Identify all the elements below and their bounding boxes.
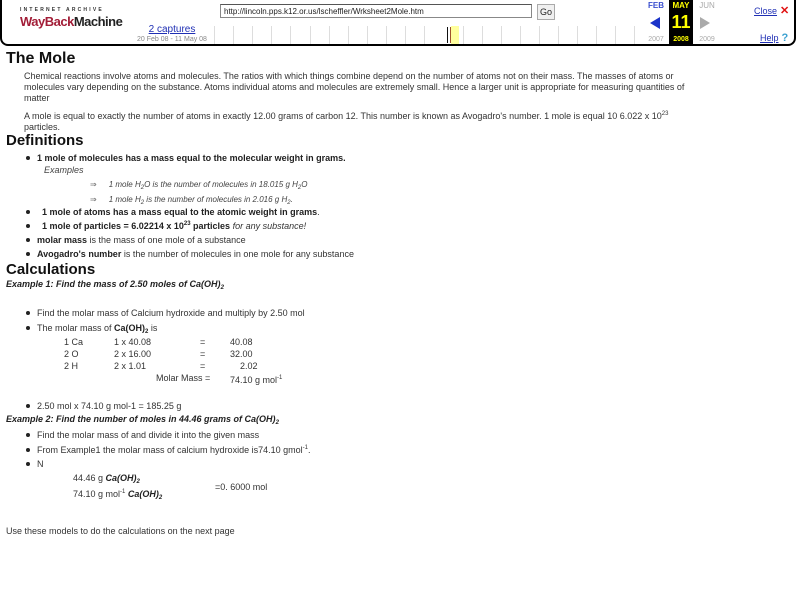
table-cell-calc: 2 x 1.01: [114, 361, 147, 371]
text-line: particles.: [24, 122, 61, 132]
text: Find the molar mass of and divide it into the given mass: [37, 430, 260, 440]
bullet-icon: [26, 462, 30, 466]
superscript: -1: [277, 375, 283, 381]
molar-mass-label: Molar Mass =: [156, 373, 211, 383]
sparkline-capture-bar[interactable]: [447, 27, 448, 43]
table-cell-eq: =: [200, 337, 206, 347]
fraction-numerator: [73, 473, 140, 485]
subscript: 2: [275, 420, 279, 426]
text: O: [301, 180, 308, 189]
prev-month: FEB: [648, 1, 664, 10]
text: 1 mole H: [108, 180, 141, 189]
next-month: JUN: [699, 1, 715, 10]
example-2-title: [6, 414, 279, 426]
table-cell-element: 2 H: [64, 361, 79, 371]
text: 74.10 g mol: [230, 375, 278, 385]
captures-range: 20 Feb 08 - 11 May 08: [137, 36, 207, 43]
next-capture[interactable]: [695, 0, 719, 44]
intro-paragraph-1: [24, 71, 794, 104]
text-line: molecules vary depending on the substance. Atoms individual atoms and molecules are extremely small. Hence a larger unit is appropriate for measuring quantities of: [24, 82, 685, 92]
text: .: [307, 445, 311, 455]
page-title: The Mole: [6, 50, 76, 67]
sparkline-tick: [501, 26, 502, 44]
prev-capture[interactable]: [644, 0, 668, 44]
term: Avogadro's number: [37, 249, 122, 259]
formula: Ca(OH): [114, 323, 146, 333]
example-row: [90, 180, 308, 191]
sparkline-tick: [310, 26, 311, 44]
fraction-denominator: [73, 489, 162, 501]
closing-note: Use these models to do the calculations on the next page: [6, 526, 235, 536]
calc-item: [26, 430, 259, 440]
sparkline-tick: [615, 26, 616, 44]
sparkline-tick: [233, 26, 234, 44]
molar-mass-value: [230, 375, 282, 385]
captures-info: [130, 24, 214, 43]
bullet-icon: [26, 238, 30, 242]
text: Find the molar mass of Calcium hydroxide and multiply by 2.50 mol: [37, 308, 305, 318]
sparkline-current-highlight: [451, 26, 459, 44]
text: 44.46 g: [73, 473, 106, 483]
text: Example 2: Find the number of moles in 44.46 grams of Ca(OH): [6, 414, 276, 424]
definition-item: [26, 249, 354, 259]
calculations-heading: Calculations: [6, 261, 96, 278]
superscript: -1: [302, 445, 308, 451]
text: O is the number of molecules in 18.015 g H: [144, 180, 298, 189]
examples-label: Examples: [44, 165, 84, 175]
table-cell-value: 40.08: [230, 337, 253, 347]
table-cell-calc: 1 x 40.08: [114, 337, 152, 347]
close-link[interactable]: Close: [754, 6, 778, 16]
table-cell-calc: 2 x 16.00: [114, 349, 152, 359]
bullet-icon: [26, 311, 30, 315]
superscript: 23: [183, 221, 191, 227]
definition-item: [26, 221, 306, 231]
subscript: 2: [140, 185, 145, 191]
wayback-logo[interactable]: [20, 7, 123, 29]
logo-internet-archive-text: INTERNET ARCHIVE: [20, 7, 104, 13]
sparkline-tick: [405, 26, 406, 44]
table-cell-element: 2 O: [64, 349, 79, 359]
sparkline-tick: [271, 26, 272, 44]
sparkline-tick: [367, 26, 368, 44]
sparkline-tick: [424, 26, 425, 44]
bullet-icon: [26, 224, 30, 228]
current-year: 2008: [673, 36, 689, 43]
sparkline-tick: [386, 26, 387, 44]
calc-item: [26, 323, 157, 335]
url-input[interactable]: [220, 4, 532, 18]
example-1-title: [6, 279, 224, 291]
text: Example 1: Find the mass of 2.50 moles of Ca(OH): [6, 279, 221, 289]
subscript: 2: [145, 329, 149, 335]
sparkline-tick: [558, 26, 559, 44]
definition-text: is the mass of one mole of a substance: [87, 235, 246, 245]
sparkline-tick: [214, 26, 215, 44]
help-link[interactable]: Help: [760, 33, 779, 43]
fraction-result: =0. 6000 mol: [215, 482, 268, 492]
current-capture: [669, 0, 693, 44]
text: The molar mass of: [37, 323, 115, 333]
text: 2.50 mol x 74.10 g mol-1 = 185.25 g: [37, 401, 182, 411]
text-line: matter: [24, 93, 50, 103]
bullet-icon: [26, 156, 30, 160]
bullet-icon: [26, 252, 30, 256]
sparkline-tick: [634, 26, 635, 44]
sparkline-tick: [348, 26, 349, 44]
formula: Ca(OH): [125, 489, 159, 499]
subscript: 2: [158, 495, 163, 501]
definition-text: 1 mole of molecules has a mass equal to the molecular weight in grams.: [37, 153, 346, 163]
help-icon[interactable]: ?: [781, 32, 789, 44]
sparkline-capture-bar[interactable]: [450, 27, 451, 43]
definitions-heading: Definitions: [6, 132, 84, 149]
next-arrow-icon[interactable]: [700, 17, 710, 29]
subscript: 2: [287, 200, 291, 206]
definition-text: 1 mole of atoms has a mass equal to the atomic weight in grams: [42, 207, 318, 217]
text: .: [290, 195, 293, 204]
sparkline-tick: [252, 26, 253, 44]
sparkline-tick: [329, 26, 330, 44]
text: is the number of molecules in 2.016 g H: [144, 195, 288, 204]
text: 1 mole H: [108, 195, 141, 204]
definition-item: [26, 153, 346, 163]
sparkline-tick: [596, 26, 597, 44]
bullet-icon: [26, 326, 30, 330]
subscript: 2: [220, 285, 224, 291]
wayback-toolbar: [0, 0, 796, 46]
definition-text: is the number of molecules in one mole for any substance: [121, 249, 354, 259]
definition-item: [26, 207, 320, 217]
sparkline-tick: [482, 26, 483, 44]
table-cell-value: 2.02: [240, 361, 258, 371]
help[interactable]: [760, 32, 788, 44]
calc-item: [26, 445, 310, 455]
example-row: [90, 195, 293, 206]
date-navigator: [642, 0, 722, 46]
capture-sparkline[interactable]: [214, 26, 638, 44]
bullet-icon: [26, 210, 30, 214]
definition-text: particles: [190, 221, 231, 231]
arrow-right-icon: ⇒: [90, 180, 97, 189]
next-year: 2009: [699, 36, 715, 43]
bullet-icon: [26, 448, 30, 452]
logo-wayback-text: WayBack: [20, 14, 74, 29]
table-cell-eq: =: [200, 349, 206, 359]
calc-item: [26, 401, 181, 411]
text: is: [148, 323, 158, 333]
sparkline-tick: [290, 26, 291, 44]
captures-link[interactable]: 2 captures: [148, 24, 196, 35]
sparkline-tick: [539, 26, 540, 44]
go-button[interactable]: Go: [537, 4, 555, 20]
close-icon[interactable]: ✕: [780, 5, 790, 17]
text-line: Chemical reactions involve atoms and molecules. The ratios with which things combine depend on the number of atoms not on their mass. The masses of atoms or: [24, 71, 674, 81]
text: 74.10 g mol: [73, 489, 121, 499]
prev-year: 2007: [648, 36, 664, 43]
superscript: -1: [120, 489, 126, 495]
text: .: [317, 207, 320, 217]
bullet-icon: [26, 404, 30, 408]
table-cell-element: 1 Ca: [64, 337, 84, 347]
subscript: 2: [140, 200, 145, 206]
sparkline-tick: [463, 26, 464, 44]
term: molar mass: [37, 235, 88, 245]
definition-text: 1 mole of particles = 6.02214 x 10: [42, 221, 184, 231]
table-cell-value: 32.00: [230, 349, 253, 359]
intro-paragraph-2: [24, 109, 794, 133]
definition-note: for any substance!: [230, 221, 307, 231]
current-day: 11: [671, 12, 691, 32]
arrow-right-icon: ⇒: [90, 195, 97, 204]
current-month: MAY: [672, 1, 690, 10]
subscript: 2: [136, 479, 140, 485]
calc-item: [26, 459, 44, 469]
logo-machine-text: Machine: [73, 14, 123, 29]
text-line: A mole is equal to exactly the number of atoms in exactly 12.00 grams of carbon 12. This number is known as Avogadro's number. 1 mole is equal 10 6.022 x 10: [24, 111, 662, 121]
sparkline-tick: [577, 26, 578, 44]
definition-item: [26, 235, 246, 245]
prev-arrow-icon[interactable]: [650, 17, 660, 29]
table-cell-eq: =: [200, 361, 206, 371]
close-toolbar[interactable]: [754, 4, 789, 17]
sparkline-tick: [520, 26, 521, 44]
formula: Ca(OH): [105, 473, 137, 483]
text: From Example1 the molar mass of calcium hydroxide is74.10 gmol: [37, 445, 303, 455]
calc-item: [26, 308, 305, 318]
text: N: [37, 459, 44, 469]
bullet-icon: [26, 433, 30, 437]
subscript: 2: [297, 185, 302, 191]
superscript: 23: [661, 111, 669, 117]
